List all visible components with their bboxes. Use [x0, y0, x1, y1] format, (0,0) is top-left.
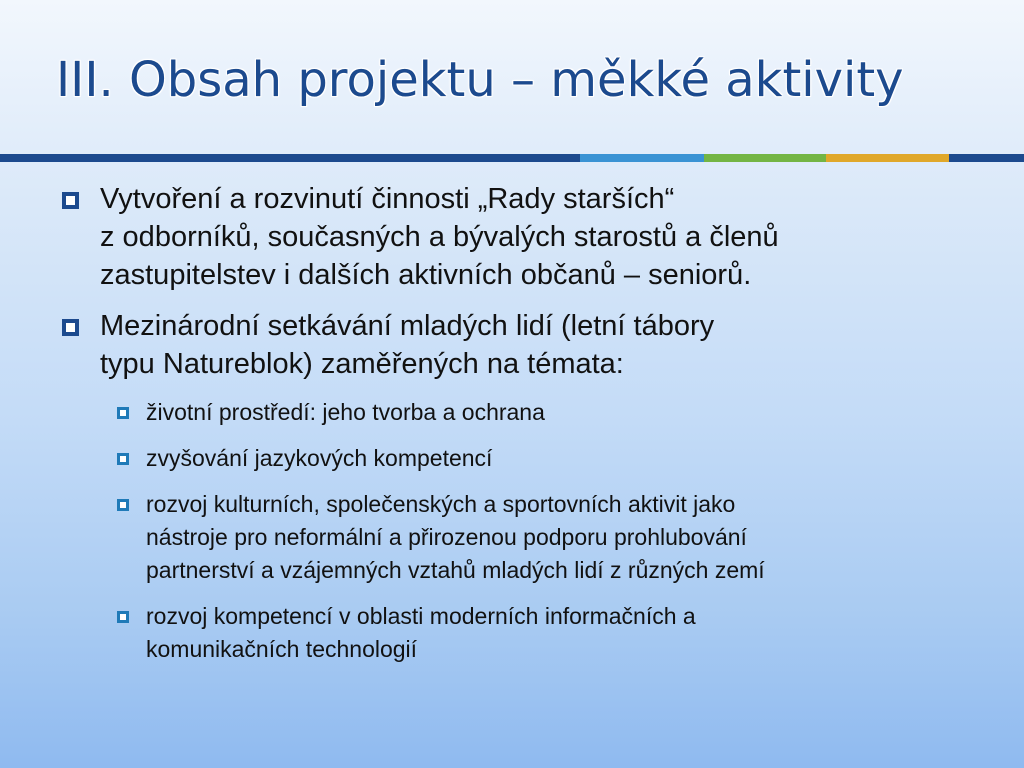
small-square-bullet-icon	[117, 499, 129, 511]
divider-accent-blue	[580, 154, 704, 162]
bullet-text-line: Mezinárodní setkávání mladých lidí (letní tábory	[100, 310, 715, 342]
subbullet-text-line: rozvoj kulturních, společenských a sportovních aktivit jako	[146, 491, 736, 517]
subbullet-text-line: partnerství a vzájemných vztahů mladých lidí z různých zemí	[146, 557, 765, 583]
divider-end	[949, 154, 1024, 162]
subbullet-text-line: zvyšování jazykových kompetencí	[146, 445, 493, 471]
slide-content	[0, 180, 1024, 679]
divider-main	[0, 154, 580, 162]
subbullet-ict-kompetence	[0, 600, 1024, 666]
divider-accent-orange	[826, 154, 949, 162]
subbullet-text-line: rozvoj kompetencí v oblasti moderních informačních a	[146, 603, 696, 629]
square-bullet-icon	[62, 192, 79, 209]
bullet-mezinarodni-setkavani	[0, 307, 1024, 383]
subbullet-zivotni-prostredi	[0, 396, 1024, 429]
small-square-bullet-icon	[117, 407, 129, 419]
bullet-rada-starsich	[0, 180, 1024, 294]
slide-title: III. Obsah projektu – měkké aktivity	[56, 52, 904, 108]
subbullet-text-line: životní prostředí: jeho tvorba a ochrana	[146, 399, 545, 425]
small-square-bullet-icon	[117, 611, 129, 623]
subbullet-text-line: komunikačních technologií	[146, 636, 418, 662]
small-square-bullet-icon	[117, 453, 129, 465]
bullet-text-line: zastupitelstev i dalších aktivních občanů – seniorů.	[100, 259, 752, 291]
subbullet-text-line: nástroje pro neformální a přirozenou podporu prohlubování	[146, 524, 747, 550]
title-divider	[0, 154, 1024, 162]
square-bullet-icon	[62, 319, 79, 336]
bullet-text-line: typu Natureblok) zaměřených na témata:	[100, 348, 624, 380]
subbullet-kulturni-aktivity	[0, 488, 1024, 587]
subbullet-jazykove-kompetence	[0, 442, 1024, 475]
divider-accent-green	[704, 154, 826, 162]
bullet-text-line: z odborníků, současných a bývalých starostů a členů	[100, 221, 779, 253]
bullet-text-line: Vytvoření a rozvinutí činnosti „Rady starších“	[100, 183, 675, 215]
